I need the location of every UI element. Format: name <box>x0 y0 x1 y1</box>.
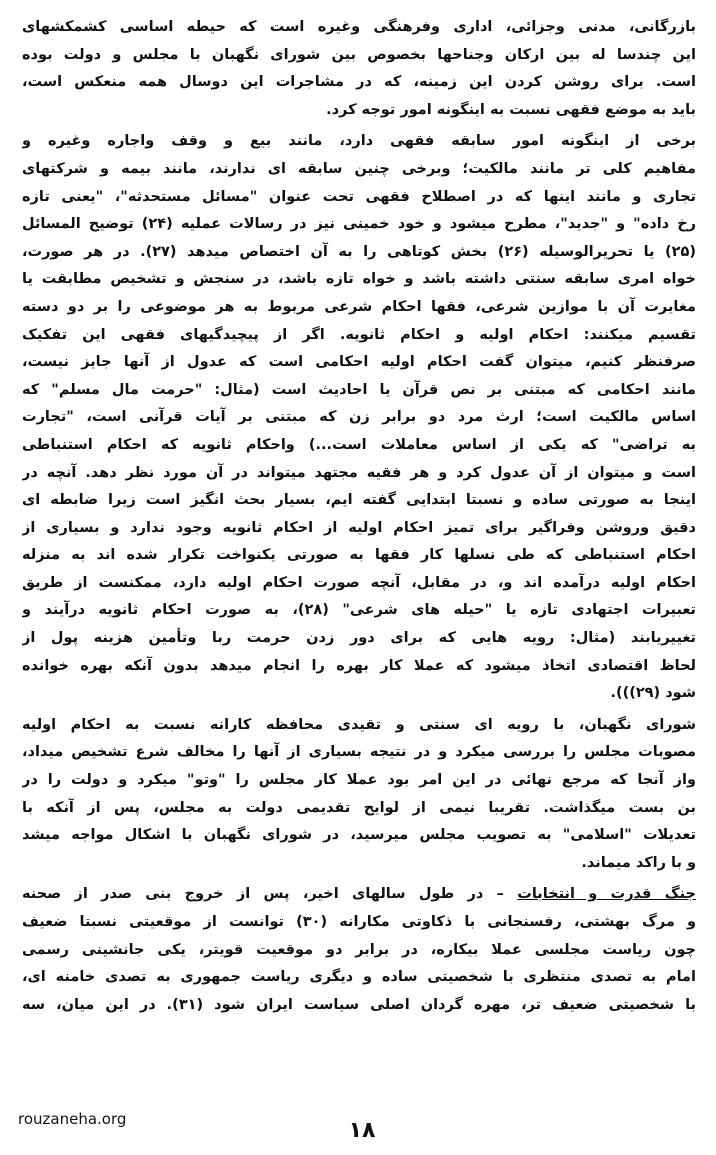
text-line: اینجا به صورتی ساده و نسبتا ابتدایی گفته ایم، بسیار بحث انگیز است زیرا ضابطه ای <box>22 492 696 509</box>
paragraph <box>22 712 696 878</box>
text-line: صرفنظر کنیم، میتوان گفت احکام اولیه احکامی است که عدول از آنها جایز نیست، <box>22 354 696 371</box>
text-line: تجاری و مانند اینها که در اصطلاح فقهی تحت عنوان "مسائل مستحدثه"، "یعنی تازه <box>22 188 696 205</box>
text-line: و با راکد میماند. <box>581 854 696 871</box>
text-line: و مرگ بهشتی، رفسنجانی با ذکاوتی مکارانه (۳۰) توانست از موقعیتی نسبتا ضعیف <box>22 914 696 930</box>
paragraph <box>22 14 696 124</box>
text-line: خواه امری سابقه سنتی داشته باشد و خواه تازه باشد، در سنجش و تشخیص مطابقت یا <box>22 271 696 288</box>
paragraph <box>22 881 696 1019</box>
text-line: به تراضی" که یکی از اساس معاملات است...) واحکام ثانویه که احکام استنباطی <box>22 436 696 453</box>
text-line: بازرگانی، مدنی وجزائی، اداری وفرهنگی وغیره است که حیطه اساسی کشمکشهای <box>22 19 696 35</box>
text-line: تغییریابند (مثال: رویه هایی که برای دور زدن حرمت ربا وتأمین هزینه پول از <box>22 630 696 647</box>
text-line: بن بست میگذاشت. تقریبا نیمی از لوایح تقدیمی دولت به مجلس، پس از آنکه با <box>22 799 696 816</box>
document-body <box>22 14 696 1094</box>
text-line: باید به موضع فقهی نسبت به اینگونه امور توجه کرد. <box>326 101 696 118</box>
text-run: – در طول سالهای اخیر، پس از خروج بنی صدر از صحنه <box>22 886 504 903</box>
text-line: مفاهیم کلی تر مانند مالکیت؛ وبرخی چنین سابقه ای ندارند، مانند بیمه و شرکتهای <box>22 160 696 177</box>
text-line: برخی از اینگونه امور سابقه فقهی دارد، مانند بیع و وقف واجاره وغیره و <box>22 133 696 150</box>
text-line: شود (۲۹))). <box>610 685 696 702</box>
text-line: واز آنجا که مرجع نهائی در این امر بود عملا کار مجلس را "وتو" میکرد و دولت را در <box>22 772 696 789</box>
page-number: ۱۸ <box>348 1118 376 1143</box>
text-line: احکام استنباطی که طی نسلها کار فقها به صورتی یکنواخت تکرار شده اند به منزله <box>22 547 696 564</box>
text-line: امام به تصدی منتظری با شخصیتی ساده و دیگری ریاست جمهوری به تصدی خامنه ای، <box>22 969 696 986</box>
text-line: دقیق وروشن وفراگیر برای تمیز احکام اولیه از احکام ثانویه وجود ندارد و بسیاری از <box>22 519 696 536</box>
site-watermark: rouzaneha.org <box>18 1110 127 1128</box>
text-line: با شخصیتی ضعیف تر، مهره گردان اصلی سیاست ایران شود (۳۱). در این میان، سه <box>22 996 696 1013</box>
text-line: رخ داده" و "جدید"، مطرح میشود و خود خمینی نیز در رسالات عملیه (۲۴) توضیح المسائل <box>22 216 696 233</box>
text-line: این چندسا له بین ارکان وجناحها بخصوص بین شورای نگهبان با مجلس و دولت بوده <box>22 46 696 63</box>
text-line: اساس مالکیت است؛ ارث مرد دو برابر زن که مبتنی بر آیات قرآنی است، "تجارت <box>22 409 696 426</box>
text-line: تقسیم میکنند: احکام اولیه و احکام ثانویه. اگر از پیچیدگیهای فقهی این تفکیک <box>22 326 696 343</box>
text-line: مانند احکامی که مبتنی بر نص قرآن یا احادیث است (مثال: "حرمت مال مسلم" که <box>22 381 696 398</box>
text-line: شورای نگهبان، با رویه ای سنتی و تقیدی محافظه کارانه نسبت به احکام اولیه <box>22 716 696 733</box>
text-line: لحاظ اقتصادی اتخاذ میشود که عملا کار بهره را انجام میدهد بدون آنکه بهره خوانده <box>22 657 696 674</box>
text-line: (۲۵) یا تحریرالوسیله (۲۶) بخش کوتاهی را به آن اختصاص میدهد (۲۷). در هر صورت، <box>22 243 696 260</box>
text-line: تعدیلات "اسلامی" به تصویب مجلس میرسید، در شورای نگهبان با اشکال مواجه میشد <box>22 827 696 844</box>
text-line: مغایرت آن با موازین شرعی، فقها احکام شرعی مربوط به هر موضوعی را بر دو دسته <box>22 298 696 315</box>
text-line: است. برای روشن کردن این زمینه، که در مشاجرات این دوسال همه منعکس است، <box>22 74 696 91</box>
text-line: احکام اولیه درآمده اند و، در مقابل، آنچه صورت احکام اولیه دارد، ممکنست از طریق <box>22 574 696 591</box>
section-heading: جنگ قدرت و انتخابات <box>517 886 696 903</box>
text-line: تعبیرات اجتهادی تازه یا "حیله های شرعی" (۲۸)، به صورت احکام ثانویه درآیند و <box>22 602 696 619</box>
text-line: مصوبات مجلس را بررسی میکرد و در نتیجه بسیاری از آنها را مخالف شرع تشخیص میداد، <box>22 744 696 761</box>
text-line: چون ریاست مجلسی عملا بیکاره، در برابر دو موقعیت قویتر، یکی جانشینی رسمی <box>22 941 696 958</box>
text-line: است و میتوان از آن عدول کرد و هر فقیه مجتهد میتواند در آن مورد نظر دهد. آنچه در <box>22 464 696 481</box>
paragraph <box>22 128 696 707</box>
text-line <box>22 881 696 909</box>
